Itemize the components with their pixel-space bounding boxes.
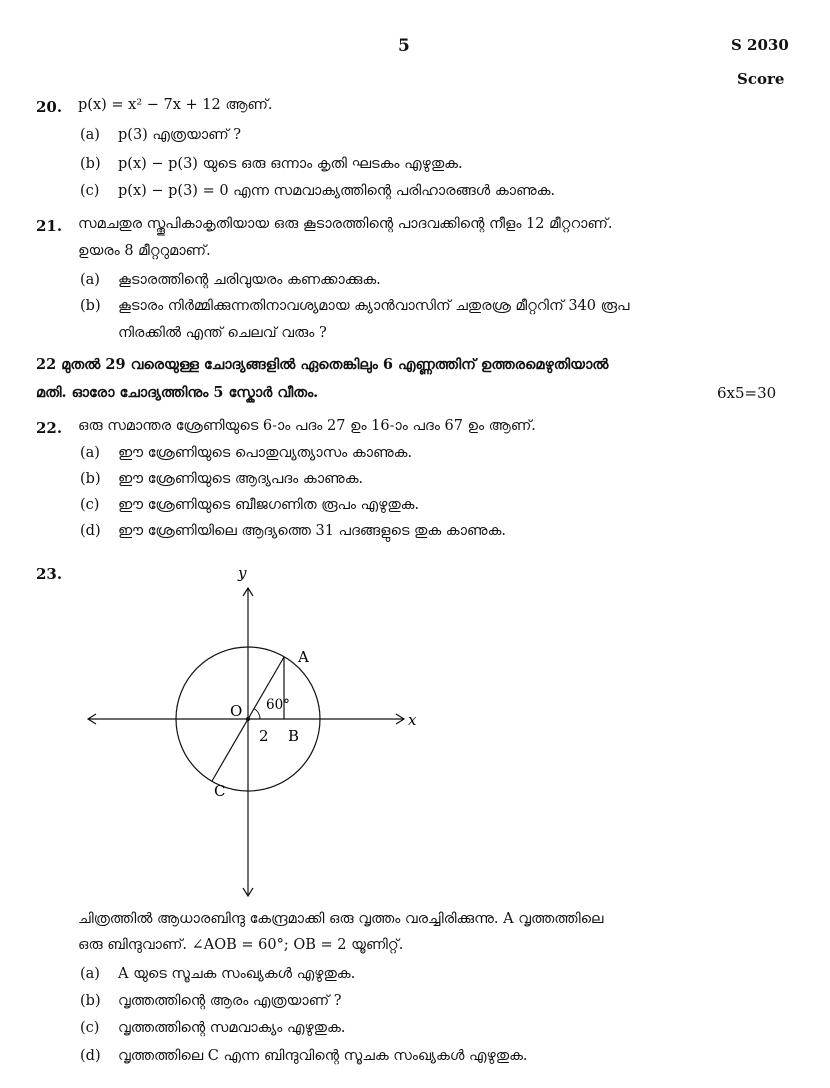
- origin-dot: [246, 717, 250, 721]
- question-21-stem-line2: ഉയരം 8 മീറ്ററുമാണ്.: [78, 243, 211, 259]
- question-23-stem-line2: ഒരു ബിന്ദുവാണ്. ∠AOB = 60°; OB = 2 യൂണിറ്റ്.: [78, 937, 404, 953]
- y-axis-label: y: [238, 564, 247, 582]
- question-22-part-b-text: ഈ ശ്രേണിയുടെ ആദ്യപദം കാണുക.: [118, 471, 364, 487]
- question-21-part-a-text: കൂടാരത്തിന്റെ ചരിവുയരം കണക്കാക്കുക.: [118, 272, 381, 288]
- question-23-stem-line1: ചിത്രത്തിൽ ആധാരബിന്ദു കേന്ദ്രമാക്കി ഒരു വൃത്തം വരച്ചിരിക്കുന്നു. A വൃത്തത്തിലെ: [78, 911, 604, 927]
- question-20-stem: p(x) = x² − 7x + 12 ആണ്.: [78, 97, 273, 113]
- question-22-part-d-text: ഈ ശ്രേണിയിലെ ആദ്യത്തെ 31 പദങ്ങളുടെ തുക കാണുക.: [118, 523, 507, 539]
- angle-arc: [254, 709, 260, 719]
- question-22-part-b-label: (b): [80, 471, 101, 487]
- question-20-part-b-label: (b): [80, 156, 101, 172]
- paper-code: S 2030: [731, 36, 789, 54]
- question-23-part-b-text: വൃത്തത്തിന്റെ ആരം എത്രയാണ് ?: [118, 993, 342, 1009]
- question-23-part-c-label: (c): [80, 1020, 100, 1036]
- question-22-part-d-label: (d): [80, 523, 101, 539]
- question-20-part-b-text: p(x) − p(3) യുടെ ഒരു ഒന്നാം കൃതി ഘടകം എഴുതുക.: [118, 156, 463, 172]
- section-marks: 6x5=30: [717, 384, 777, 402]
- question-23-part-d-label: (d): [80, 1048, 101, 1064]
- question-21-part-b-text: കൂടാരം നിർമ്മിക്കുന്നതിനാവശ്യമായ ക്യാൻവാസിന് ചതുരശ്ര മീറ്ററിന് 340 രൂപ: [118, 298, 630, 314]
- point-b-label: B: [288, 727, 300, 745]
- question-22-part-a-label: (a): [80, 445, 100, 461]
- page-number: 5: [398, 36, 410, 56]
- point-c-label: C: [214, 782, 226, 800]
- section-instructions-line1: 22 മുതൽ 29 വരെയുള്ള ചോദ്യങ്ങളിൽ ഏതെങ്കിലും 6 എണ്ണത്തിന് ഉത്തരമെഴുതിയാൽ: [36, 356, 609, 373]
- question-21-part-b-text-line2: നിരക്കിൽ എന്ത് ചെലവ് വരും ?: [118, 325, 327, 341]
- question-21-stem-line1: സമചതുര സ്തൂപികാകൃതിയായ ഒരു കൂടാരത്തിന്റെ പാദവക്കിന്റെ നീളം 12 മീറ്ററാണ്.: [78, 216, 613, 232]
- question-22-part-c-text: ഈ ശ്രേണിയുടെ ബീജഗണിത രൂപം എഴുതുക.: [118, 497, 420, 513]
- origin-label: O: [230, 702, 243, 720]
- question-20-part-a-label: (a): [80, 127, 100, 143]
- question-20-number: 20.: [36, 98, 63, 116]
- question-23-part-c-text: വൃത്തത്തിന്റെ സമവാക്യം എഴുതുക.: [118, 1020, 346, 1036]
- question-20-part-c-label: (c): [80, 183, 100, 199]
- question-20-part-c-text: p(x) − p(3) = 0 എന്ന സമവാക്യത്തിന്റെ പരിഹാരങ്ങൾ കാണുക.: [118, 183, 556, 199]
- section-instructions-line2: മതി. ഓരോ ചോദ്യത്തിനും 5 സ്കോർ വീതം.: [36, 384, 319, 401]
- question-22-stem: ഒരു സമാന്തര ശ്രേണിയുടെ 6-ാം പദം 27 ഉം 16-ാം പദം 67 ഉം ആണ്.: [78, 418, 536, 434]
- question-23-part-a-label: (a): [80, 966, 100, 982]
- question-21-part-a-label: (a): [80, 272, 100, 288]
- x-axis-label: x: [408, 711, 417, 729]
- question-23-part-a-text: A യുടെ സൂചക സംഖ്യകൾ എഴുതുക.: [118, 966, 356, 982]
- question-23-number: 23.: [36, 565, 63, 583]
- question-23-part-b-label: (b): [80, 993, 101, 1009]
- question-21-number: 21.: [36, 217, 63, 235]
- question-23-part-d-text: വൃത്തത്തിലെ C എന്ന ബിന്ദുവിന്റെ സൂചക സംഖ്യകൾ എഴുതുക.: [118, 1048, 528, 1064]
- length-label: 2: [259, 727, 269, 745]
- angle-label: 60°: [266, 697, 290, 713]
- question-21-part-b-label: (b): [80, 298, 101, 314]
- question-22-number: 22.: [36, 419, 63, 437]
- point-a-label: A: [298, 648, 309, 666]
- score-label: Score: [737, 70, 785, 88]
- question-20-part-a-text: p(3) എത്രയാണ് ?: [118, 127, 242, 143]
- question-22-part-a-text: ഈ ശ്രേണിയുടെ പൊതുവ്യത്യാസം കാണുക.: [118, 445, 413, 461]
- question-22-part-c-label: (c): [80, 497, 100, 513]
